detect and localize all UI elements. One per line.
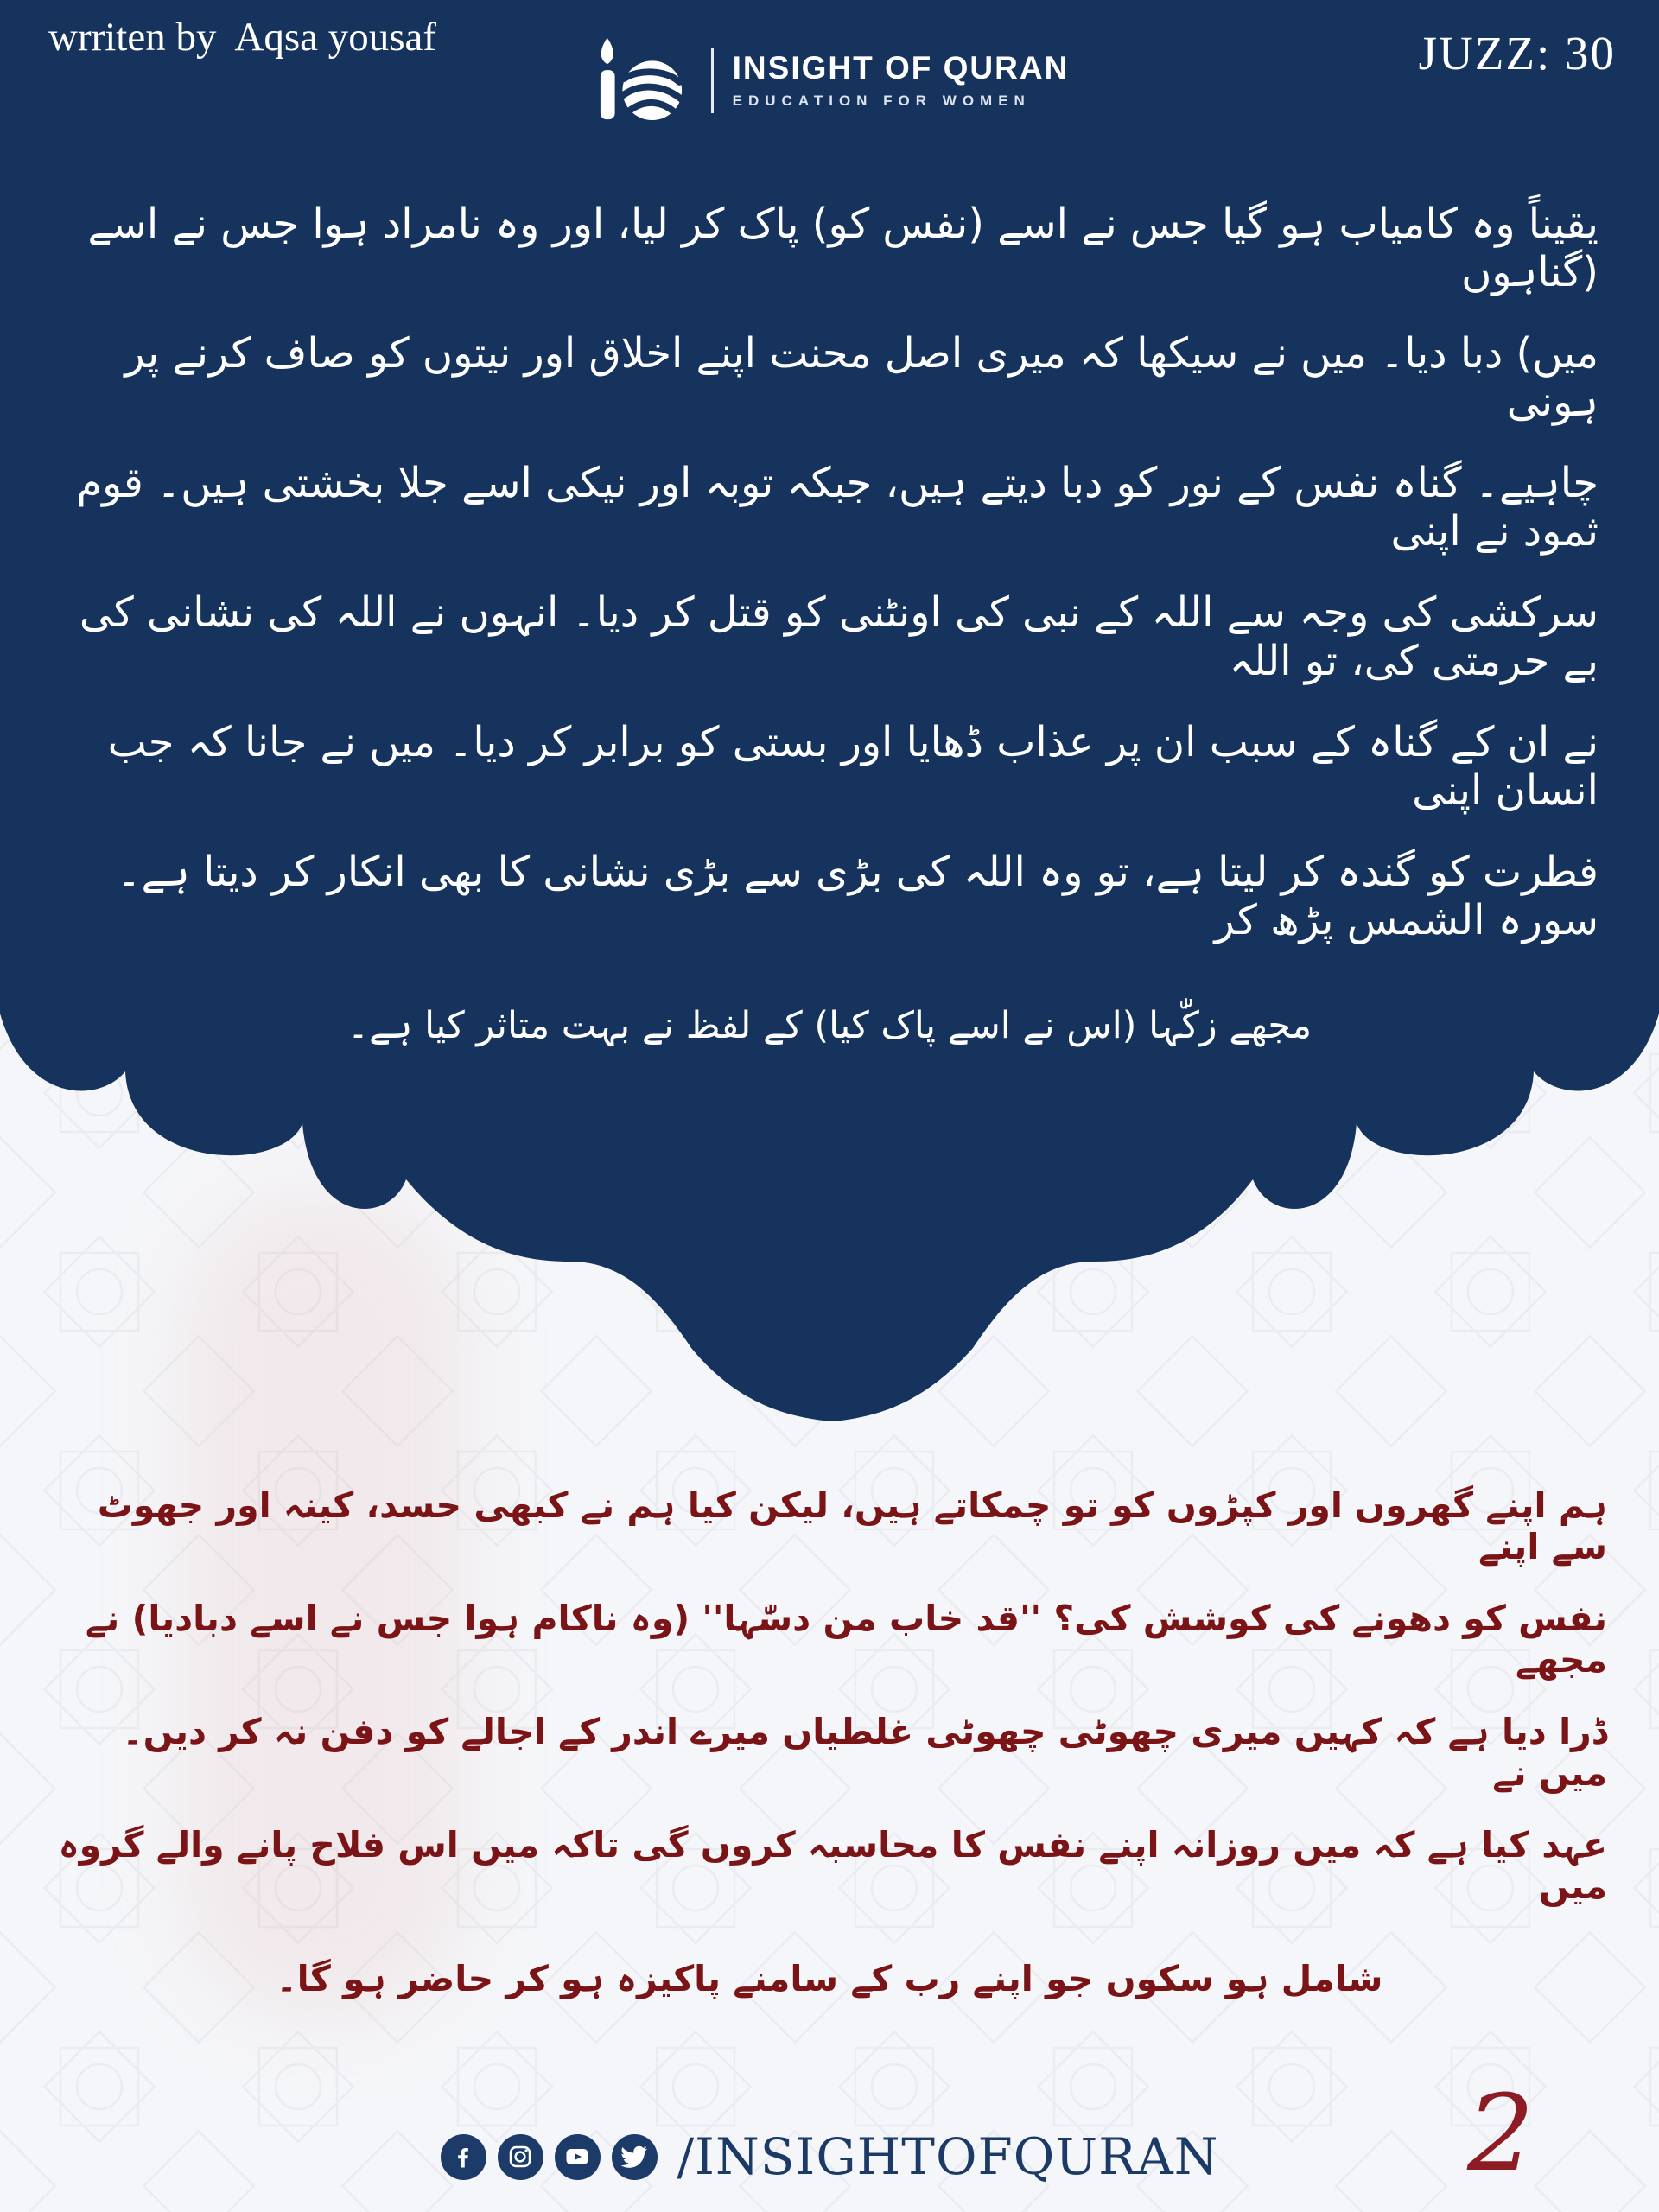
logo-tagline: EDUCATION FOR WOMEN: [732, 92, 1031, 109]
twitter-icon[interactable]: [612, 2134, 658, 2180]
facebook-icon[interactable]: [441, 2134, 486, 2180]
footer: [0, 2127, 1659, 2186]
logo-title: INSIGHT OF QURAN: [732, 50, 1070, 86]
body-line: شامل ہو سکوں جو اپنے رب کے سامنے پاکیزہ ہو کر حاضر ہو گا۔: [276, 1957, 1383, 1999]
written-by-label: wrriten by Aqsa yousaf: [48, 15, 437, 60]
juzz-label: JUZZ: 30: [1418, 27, 1616, 79]
body-line: عہد کیا ہے کہ میں روزانہ اپنے نفس کا محاسبہ کروں گی تاکہ میں اس فلاح پانے والے گروہ میں: [58, 1823, 1607, 1907]
logo-pen-globe-icon: [590, 33, 692, 127]
instagram-icon[interactable]: [498, 2134, 543, 2180]
hero-urdu-text: [60, 183, 1599, 1090]
hero-line: فطرت کو گندہ کر لیتا ہے، تو وہ اللہ کی بڑی سے بڑی نشانی کا بھی انکار کر دیتا ہے۔ سورہ الشمس پڑھ کر: [117, 848, 1599, 944]
page-number: 2: [1467, 2072, 1535, 2195]
logo-divider: [711, 48, 714, 113]
body-line: ڈرا دیا ہے کہ کہیں میری چھوٹی چھوٹی غلطیاں میرے اندر کے اجالے کو دفن نہ کر دیں۔ میں نے: [122, 1710, 1607, 1794]
body-urdu-text: [52, 1469, 1607, 2035]
hero-line: یقیناً وہ کامیاب ہو گیا جس نے اسے (نفس کو) پاک کر لیا، اور وہ نامراد ہوا جس نے اسے (گناہوں: [87, 200, 1599, 296]
logo: [0, 33, 1659, 127]
social-handle[interactable]: /INSIGHTOFQURAN: [677, 2127, 1219, 2186]
hero-line: میں) دبا دیا۔ میں نے سیکھا کہ میری اصل محنت اپنے اخلاق اور نیتوں کو صاف کرنے پر ہونی: [124, 329, 1599, 426]
body-line: نفس کو دھونے کی کوشش کی؟ ''قد خاب من دسّٰہا'' (وہ ناکام ہوا جس نے اسے دبادیا) نے مجھے: [85, 1597, 1607, 1681]
hero-line: مجھے زکّٰہا (اس نے اسے پاک کیا) کے لفظ نے بہت متاثر کیا ہے۔: [346, 1004, 1313, 1047]
hero-line: نے ان کے گناہ کے سبب ان پر عذاب ڈھایا اور بستی کو برابر کر دیا۔ میں نے جانا کہ جب انسان اپنی: [107, 718, 1599, 815]
youtube-icon[interactable]: [555, 2134, 601, 2180]
body-line: ہم اپنے گھروں اور کپڑوں کو تو چمکاتے ہیں، لیکن کیا ہم نے کبھی حسد، کینہ اور جھوٹ سے اپنے: [97, 1484, 1607, 1567]
hero-line: چاہیے۔ گناہ نفس کے نور کو دبا دیتے ہیں، جبکہ توبہ اور نیکی اسے جلا بخشتی ہیں۔ قوم ثمود نے اپنی: [76, 459, 1599, 556]
hero-line: سرکشی کی وجہ سے اللہ کے نبی کی اونٹنی کو قتل کر دیا۔ انہوں نے اللہ کی نشانی کی بے حرمتی کی، تو اللہ: [79, 588, 1599, 685]
